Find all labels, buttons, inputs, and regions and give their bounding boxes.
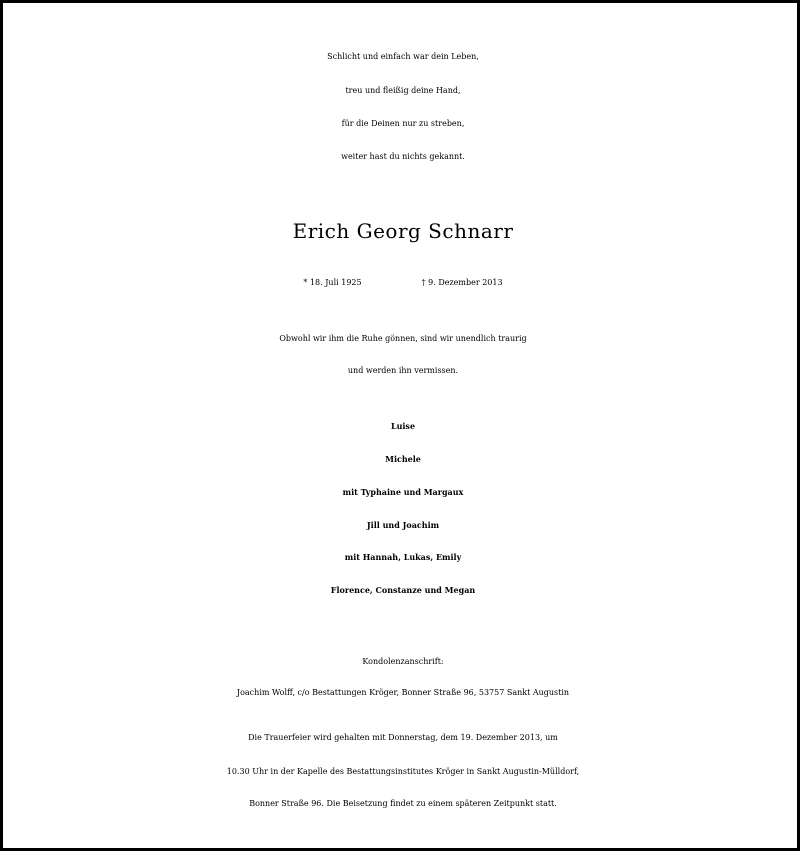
life-dates bbox=[3, 273, 800, 293]
message-line-2: und werden ihn vermissen. bbox=[347, 366, 459, 375]
poem-line-2: treu und fleißig deine Hand, bbox=[345, 86, 461, 95]
deceased-name: Erich Georg Schnarr bbox=[292, 219, 514, 243]
service-line-3: Bonner Straße 96. Die Beisetzung findet zu einem späteren Zeitpunkt statt. bbox=[249, 799, 557, 808]
service-line-1: Die Trauerfeier wird gehalten mit Donnerstag, dem 19. Dezember 2013, um bbox=[248, 733, 558, 742]
family-line-3: mit Typhaine und Margaux bbox=[342, 487, 464, 497]
family-line-6: Florence, Constanze und Megan bbox=[330, 585, 476, 595]
family-line-2: Michele bbox=[385, 454, 421, 464]
poem-line-1: Schlicht und einfach war dein Leben, bbox=[327, 52, 479, 61]
condolence-heading: Kondolenzanschrift: bbox=[362, 657, 444, 666]
poem-line-3: für die Deinen nur zu streben, bbox=[341, 119, 465, 128]
family-line-5: mit Hannah, Lukas, Emily bbox=[344, 552, 462, 562]
service-line-2: 10.30 Uhr in der Kapelle des Bestattungsinstitutes Kröger in Sankt Augustin-Mülldorf, bbox=[226, 767, 580, 776]
family-line-4: Jill und Joachim bbox=[366, 520, 440, 530]
message-line-1: Obwohl wir ihm die Ruhe gönnen, sind wir unendlich traurig bbox=[279, 334, 527, 343]
condolence-address: Joachim Wolff, c/o Bestattungen Kröger, Bonner Straße 96, 53757 Sankt Augustin bbox=[236, 688, 570, 697]
death-date: † 9. Dezember 2013 bbox=[421, 278, 503, 287]
birth-date: * 18. Juli 1925 bbox=[303, 278, 362, 287]
poem-line-4: weiter hast du nichts gekannt. bbox=[341, 152, 465, 161]
family-line-1: Luise bbox=[390, 421, 416, 431]
